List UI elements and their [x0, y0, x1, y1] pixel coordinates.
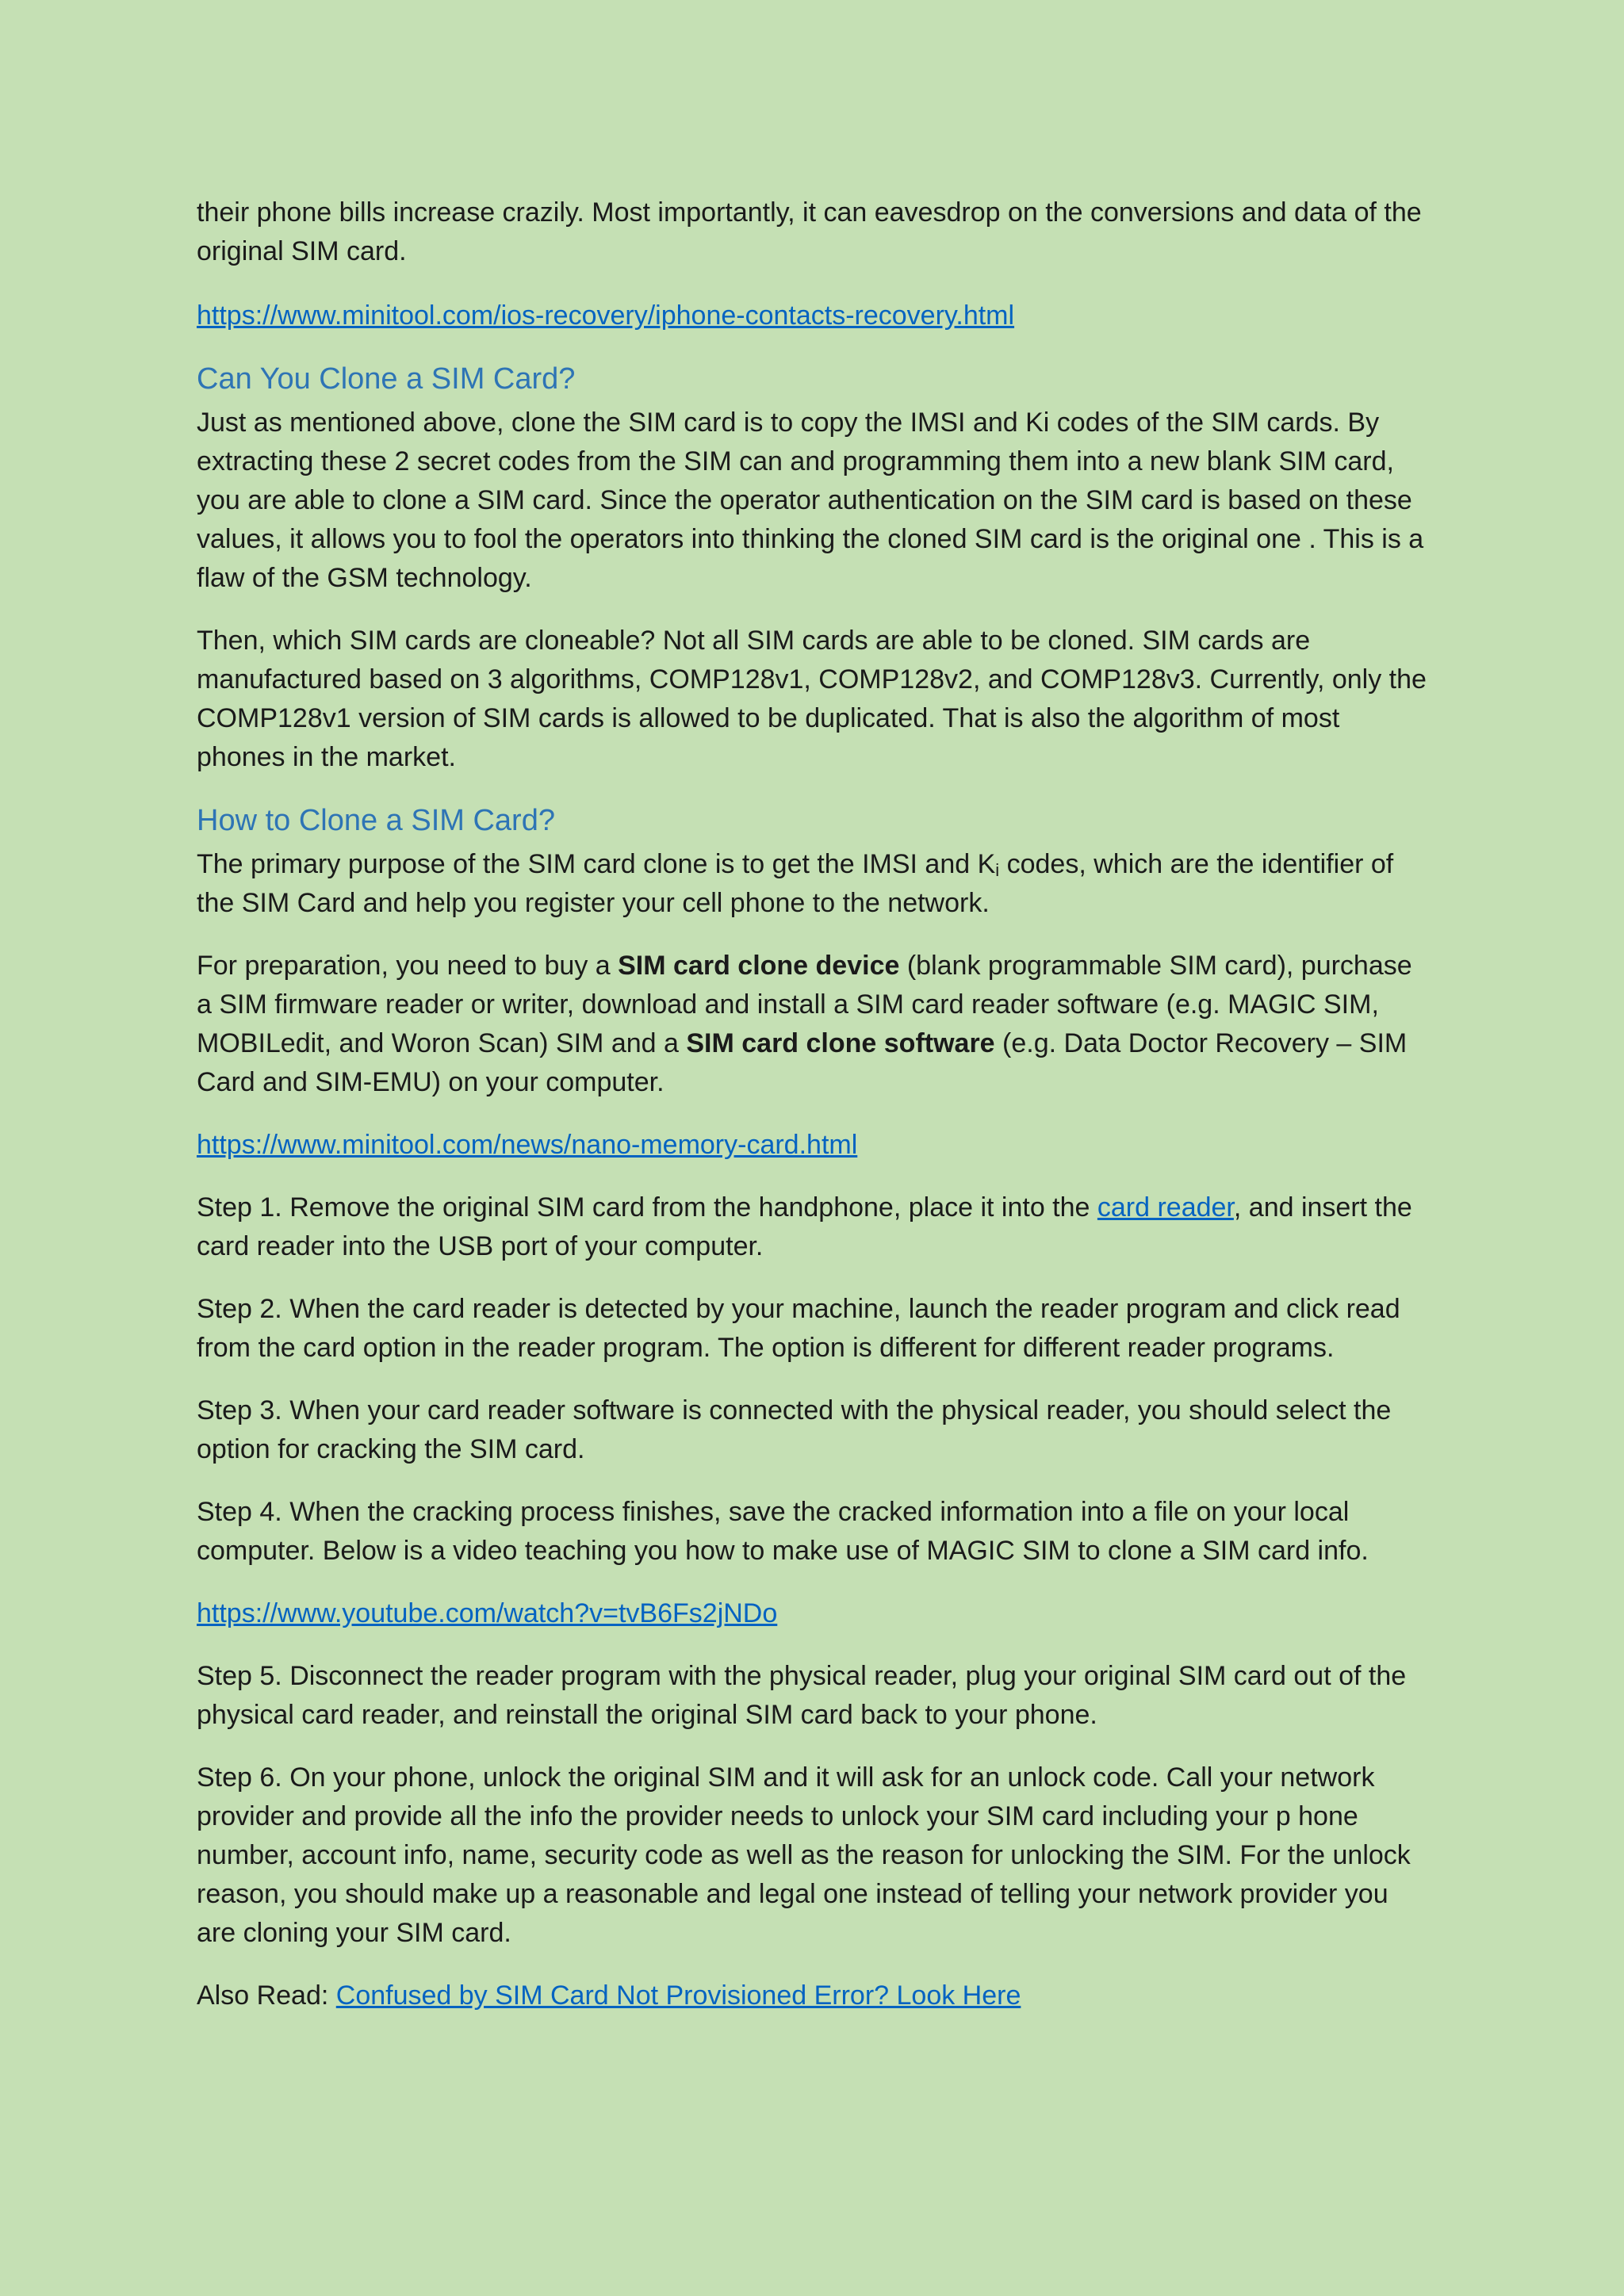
card-reader-link[interactable]: card reader — [1097, 1192, 1234, 1223]
ki-subscript: i — [995, 860, 1000, 880]
also-read-label: Also Read: — [197, 1980, 336, 2011]
youtube-video-link[interactable]: https://www.youtube.com/watch?v=tvB6Fs2jNDo — [197, 1598, 778, 1628]
prep-text-a: For preparation, you need to buy a — [197, 951, 619, 981]
document-body — [197, 193, 1434, 2039]
link-line-1 — [197, 297, 1434, 335]
step1-text-b: , and insert the card reader into the USB port of your computer. — [197, 1192, 1412, 1261]
step-4: Step 4. When the cracking process finishes, save the cracked information into a file on your local computer. Below is a video teaching you how to make use of MAGIC SIM to clone a SIM card info. — [197, 1497, 1369, 1566]
sim-not-provisioned-link[interactable]: Confused by SIM Card Not Provisioned Error? Look Here — [335, 1980, 1021, 2011]
heading-can-you-clone: Can You Clone a SIM Card? — [197, 362, 576, 396]
purpose-text-a: The primary purpose of the SIM card clone is to get the IMSI and K — [197, 849, 996, 879]
step-6: Step 6. On your phone, unlock the original SIM and it will ask for an unlock code. Call your network provider and provide all the info the provider needs to unlock your SIM card including your p hone number, account info, name, security code as well as the reason for unlocking the SIM. For the unlock reason, you should make up a reasonable and legal one instead of telling your network provider you are cloning your SIM card. — [197, 1762, 1411, 1948]
prep-bold-software: SIM card clone software — [686, 1028, 995, 1058]
paragraph-primary-purpose — [197, 845, 1434, 923]
paragraph-cloneable-cards: Then, which SIM cards are cloneable? Not all SIM cards are able to be cloned. SIM cards are manufactured based on 3 algorithms, COMP128v1, COMP128v2, and COMP128v3. Currently, only the COMP128v1 version of SIM cards is allowed to be duplicated. That is also the algorithm of most phones in the market. — [197, 626, 1427, 772]
step-1 — [197, 1188, 1434, 1266]
prep-bold-device: SIM card clone device — [618, 951, 900, 981]
also-read-line — [197, 1976, 1434, 2015]
prep-text-c: (e.g. Data Doctor Recovery – SIM Card and SIM-EMU) on your computer. — [197, 1028, 1408, 1097]
step-3: Step 3. When your card reader software is connected with the physical reader, you should select the option for cracking the SIM card. — [197, 1395, 1392, 1464]
step-5: Step 5. Disconnect the reader program with the physical reader, plug your original SIM card out of the physical card reader, and reinstall the original SIM card back to your phone. — [197, 1661, 1407, 1730]
heading-how-to-clone: How to Clone a SIM Card? — [197, 804, 555, 837]
paragraph-clone-explained: Just as mentioned above, clone the SIM card is to copy the IMSI and Ki codes of the SIM cards. By extracting these 2 secret codes from the SIM can and programming them into a new blank SIM card, you are able to clone a SIM card. Since the operator authentication on the SIM card is based on these values, it allows you to fool the operators into thinking the cloned SIM card is the original one . This is a flaw of the GSM technology. — [197, 408, 1424, 593]
nano-memory-card-link[interactable]: https://www.minitool.com/news/nano-memory-card.html — [197, 1130, 858, 1160]
link-line-2 — [197, 1126, 1434, 1165]
step-2: Step 2. When the card reader is detected by your machine, launch the reader program and click read from the card option in the reader program. The option is different for different reader programs. — [197, 1294, 1400, 1363]
purpose-text-b: codes, which are the identifier of the SIM Card and help you register your cell phone to the network. — [197, 849, 1394, 918]
step1-text-a: Step 1. Remove the original SIM card from the handphone, place it into the — [197, 1192, 1097, 1223]
paragraph-preparation — [197, 947, 1434, 1102]
iphone-contacts-recovery-link[interactable]: https://www.minitool.com/ios-recovery/iphone-contacts-recovery.html — [197, 300, 1015, 331]
link-line-3 — [197, 1594, 1434, 1633]
prep-text-b: (blank programmable SIM card), purchase a SIM firmware reader or writer, download and install a SIM card reader software (e.g. MAGIC SIM, MOBILedit, and Woron Scan) SIM and a — [197, 951, 1412, 1058]
intro-paragraph: their phone bills increase crazily. Most importantly, it can eavesdrop on the conversions and data of the original SIM card. — [197, 197, 1422, 266]
